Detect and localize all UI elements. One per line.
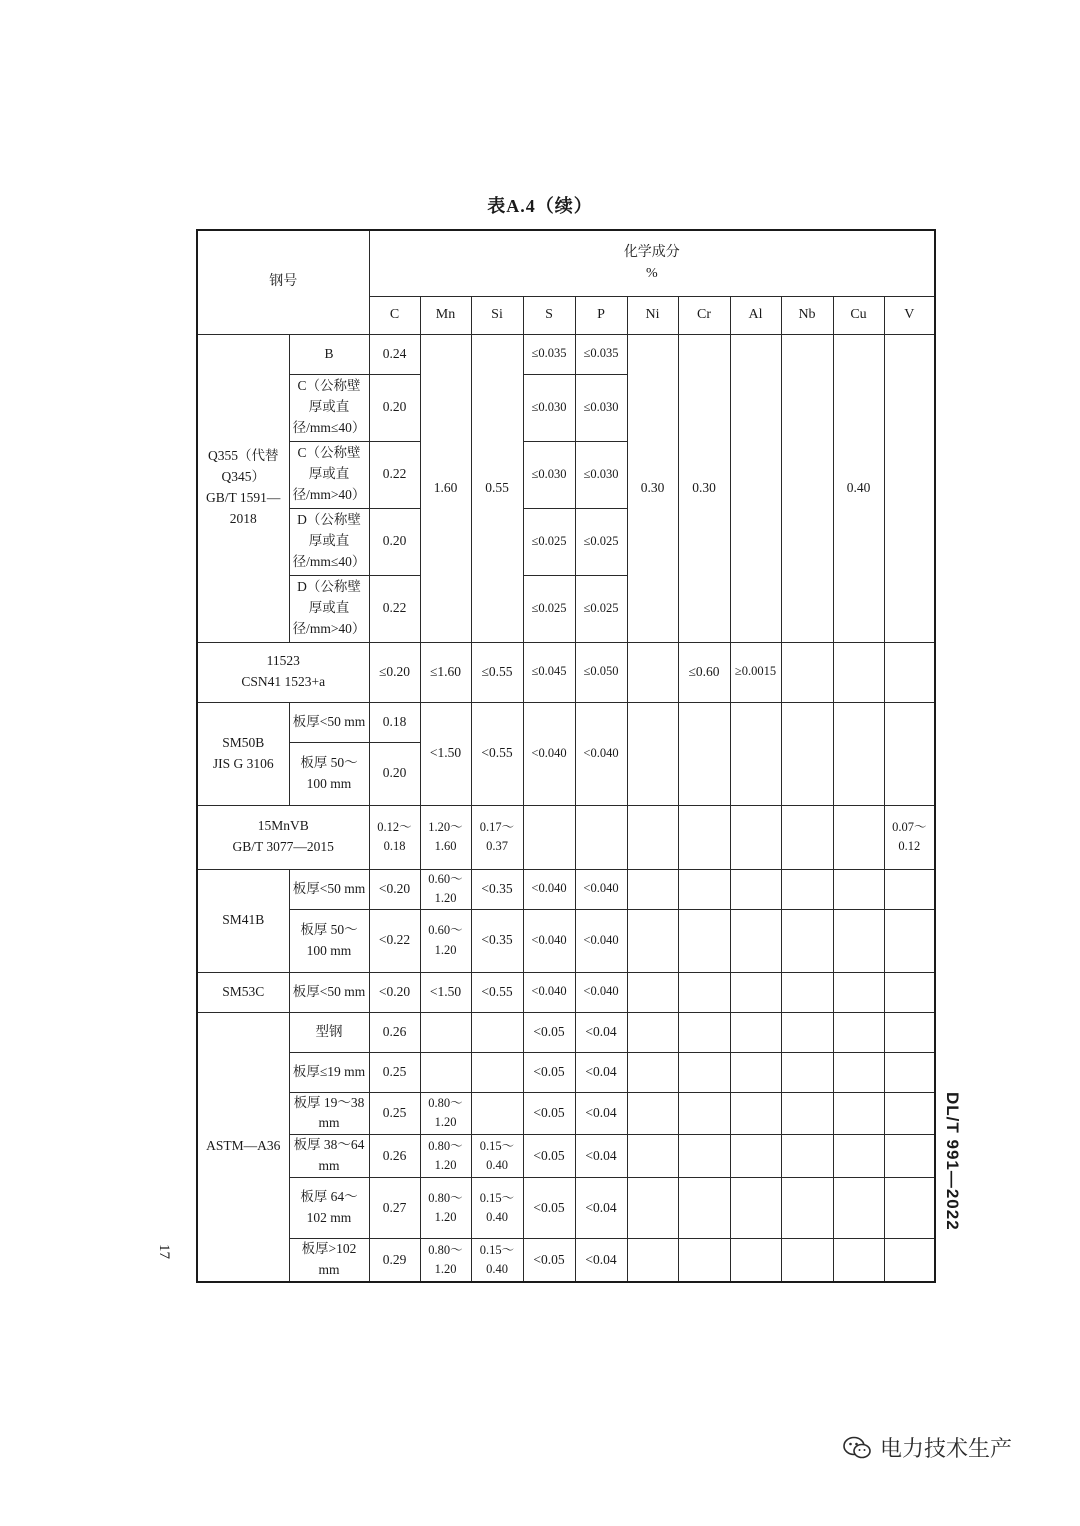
- table-row: [197, 1178, 935, 1239]
- value-cell: 0.15～0.40: [471, 1239, 523, 1282]
- steel-name: [197, 805, 369, 869]
- grade-cell: 板厚<50 mm: [289, 972, 369, 1012]
- value-cell: [781, 1092, 833, 1135]
- value-cell: 0.22: [369, 441, 420, 508]
- value-cell: 0.07～0.12: [884, 805, 935, 869]
- grade-cell: B: [289, 334, 369, 374]
- grade-cell: 板厚 19～38 mm: [289, 1092, 369, 1135]
- grade-cell: 板厚<50 mm: [289, 702, 369, 742]
- value-cell: [730, 909, 781, 972]
- value-cell: <0.040: [575, 869, 627, 909]
- value-cell: [833, 702, 884, 805]
- value-cell: <0.04: [575, 1092, 627, 1135]
- value-cell: 0.20: [369, 508, 420, 575]
- value-cell: [730, 1239, 781, 1282]
- value-cell: [678, 1135, 730, 1178]
- value-cell: <1.50: [420, 972, 471, 1012]
- steel-name: ASTM—A36: [197, 1012, 289, 1282]
- header-element: S: [523, 296, 575, 334]
- table-row: [197, 909, 935, 972]
- value-cell: 0.26: [369, 1135, 420, 1178]
- value-cell: [730, 805, 781, 869]
- value-cell: <0.040: [575, 702, 627, 805]
- value-cell: 0.80～1.20: [420, 1178, 471, 1239]
- value-cell: [678, 972, 730, 1012]
- value-cell: [781, 702, 833, 805]
- header-element: Mn: [420, 296, 471, 334]
- value-cell: 0.40: [833, 334, 884, 642]
- value-cell: [833, 909, 884, 972]
- value-cell: 0.20: [369, 374, 420, 441]
- value-cell: ≤0.035: [523, 334, 575, 374]
- value-cell: 0.30: [678, 334, 730, 642]
- value-cell: [575, 805, 627, 869]
- value-cell: ≤0.045: [523, 642, 575, 702]
- value-cell: [884, 1092, 935, 1135]
- steel-standard: GB/T 3077—2015: [232, 839, 334, 854]
- grade-cell: C（公称壁厚或直径/mm≤40）: [289, 374, 369, 441]
- value-cell: [730, 869, 781, 909]
- value-cell: ≤0.030: [523, 374, 575, 441]
- value-cell: <0.04: [575, 1239, 627, 1282]
- value-cell: [781, 909, 833, 972]
- value-cell: 1.20～1.60: [420, 805, 471, 869]
- value-cell: [420, 1052, 471, 1092]
- grade-cell: 型钢: [289, 1012, 369, 1052]
- value-cell: <0.04: [575, 1052, 627, 1092]
- value-cell: [884, 642, 935, 702]
- value-cell: ≤0.050: [575, 642, 627, 702]
- value-cell: 0.27: [369, 1178, 420, 1239]
- steel-name: [197, 702, 289, 805]
- value-cell: <0.35: [471, 909, 523, 972]
- chemical-composition-table: [196, 229, 936, 1283]
- value-cell: 0.60～1.20: [420, 909, 471, 972]
- value-cell: [627, 909, 678, 972]
- value-cell: 0.17～0.37: [471, 805, 523, 869]
- value-cell: <0.20: [369, 869, 420, 909]
- value-cell: [730, 1012, 781, 1052]
- value-cell: 0.24: [369, 334, 420, 374]
- value-cell: <0.22: [369, 909, 420, 972]
- value-cell: [730, 1135, 781, 1178]
- value-cell: [884, 869, 935, 909]
- value-cell: [884, 1012, 935, 1052]
- header-element: C: [369, 296, 420, 334]
- value-cell: [781, 1135, 833, 1178]
- value-cell: [884, 1178, 935, 1239]
- value-cell: <0.35: [471, 869, 523, 909]
- value-cell: [781, 1052, 833, 1092]
- value-cell: [627, 702, 678, 805]
- value-cell: [678, 1012, 730, 1052]
- table-title: 表A.4（续）: [487, 196, 593, 216]
- value-cell: 0.15～0.40: [471, 1135, 523, 1178]
- value-cell: [678, 1092, 730, 1135]
- table-row: [197, 702, 935, 742]
- value-cell: ≤0.030: [575, 374, 627, 441]
- value-cell: [833, 805, 884, 869]
- watermark: [842, 1432, 1012, 1463]
- value-cell: [627, 972, 678, 1012]
- value-cell: [678, 909, 730, 972]
- value-cell: [678, 1052, 730, 1092]
- value-cell: [730, 334, 781, 642]
- value-cell: [833, 1178, 884, 1239]
- table-row: [197, 1239, 935, 1282]
- value-cell: [833, 1092, 884, 1135]
- value-cell: [833, 642, 884, 702]
- value-cell: [781, 1012, 833, 1052]
- table-row: [197, 1052, 935, 1092]
- value-cell: <0.05: [523, 1052, 575, 1092]
- header-composition-label: 化学成分: [623, 244, 680, 260]
- value-cell: 0.25: [369, 1052, 420, 1092]
- value-cell: [627, 1239, 678, 1282]
- watermark-text: 电力技术生产: [880, 1437, 1013, 1462]
- steel-standard: CSN41 1523+a: [241, 674, 326, 689]
- value-cell: <0.05: [523, 1178, 575, 1239]
- header-element: Cr: [678, 296, 730, 334]
- steel-name-text: 11523: [266, 653, 300, 669]
- grade-cell: D（公称壁厚或直径/mm≤40）: [289, 508, 369, 575]
- value-cell: [884, 1135, 935, 1178]
- header-steel-grade: 钢号: [197, 230, 369, 334]
- value-cell: ≤0.030: [523, 441, 575, 508]
- value-cell: ≤0.025: [523, 575, 575, 642]
- standard-code: DL/T 991—2022: [943, 1092, 962, 1231]
- value-cell: [781, 1239, 833, 1282]
- value-cell: <0.04: [575, 1178, 627, 1239]
- value-cell: [884, 702, 935, 805]
- value-cell: <0.04: [575, 1135, 627, 1178]
- value-cell: [678, 805, 730, 869]
- steel-name-text: SM50B: [222, 734, 265, 750]
- steel-standard: GB/T 1591—2018: [206, 490, 281, 526]
- value-cell: [833, 1012, 884, 1052]
- grade-cell: 板厚>102 mm: [289, 1239, 369, 1282]
- value-cell: [781, 805, 833, 869]
- value-cell: [884, 334, 935, 642]
- value-cell: [833, 972, 884, 1012]
- value-cell: [781, 1178, 833, 1239]
- value-cell: <0.05: [523, 1092, 575, 1135]
- value-cell: [678, 869, 730, 909]
- value-cell: ≤0.025: [575, 575, 627, 642]
- value-cell: <0.040: [523, 869, 575, 909]
- value-cell: [627, 1092, 678, 1135]
- value-cell: [627, 1135, 678, 1178]
- value-cell: 0.80～1.20: [420, 1239, 471, 1282]
- value-cell: ≥0.0015: [730, 642, 781, 702]
- value-cell: 0.55: [471, 334, 523, 642]
- value-cell: [833, 869, 884, 909]
- value-cell: 0.15～0.40: [471, 1178, 523, 1239]
- table-row: [197, 334, 935, 374]
- value-cell: [678, 1239, 730, 1282]
- value-cell: 1.60: [420, 334, 471, 642]
- value-cell: [833, 1239, 884, 1282]
- value-cell: <0.040: [575, 972, 627, 1012]
- header-composition: [369, 230, 935, 296]
- value-cell: <0.05: [523, 1239, 575, 1282]
- value-cell: <0.040: [523, 972, 575, 1012]
- grade-cell: 板厚 38～64 mm: [289, 1135, 369, 1178]
- value-cell: ≤0.60: [678, 642, 730, 702]
- grade-cell: D（公称壁厚或直径/mm>40）: [289, 575, 369, 642]
- value-cell: [833, 1052, 884, 1092]
- value-cell: [678, 1178, 730, 1239]
- grade-cell: 板厚 50～100 mm: [289, 742, 369, 805]
- value-cell: ≤0.20: [369, 642, 420, 702]
- table-row: [197, 1012, 935, 1052]
- header-unit: %: [645, 266, 658, 282]
- value-cell: 0.80～1.20: [420, 1092, 471, 1135]
- value-cell: [730, 1052, 781, 1092]
- grade-cell: 板厚≤19 mm: [289, 1052, 369, 1092]
- wechat-icon: [842, 1435, 872, 1461]
- value-cell: ≤0.025: [523, 508, 575, 575]
- value-cell: 0.29: [369, 1239, 420, 1282]
- value-cell: 0.80～1.20: [420, 1135, 471, 1178]
- value-cell: [730, 972, 781, 1012]
- steel-standard: JIS G 3106: [212, 755, 274, 771]
- value-cell: <0.20: [369, 972, 420, 1012]
- value-cell: ≤0.030: [575, 441, 627, 508]
- header-element: Al: [730, 296, 781, 334]
- steel-name-text: 15MnVB: [257, 818, 309, 834]
- header-element: Ni: [627, 296, 678, 334]
- value-cell: [781, 972, 833, 1012]
- value-cell: [730, 1178, 781, 1239]
- value-cell: <0.040: [575, 909, 627, 972]
- value-cell: ≤0.55: [471, 642, 523, 702]
- steel-name: SM53C: [197, 972, 289, 1012]
- value-cell: [884, 909, 935, 972]
- header-element: Cu: [833, 296, 884, 334]
- header-element: Nb: [781, 296, 833, 334]
- value-cell: <0.040: [523, 702, 575, 805]
- value-cell: [730, 702, 781, 805]
- value-cell: 0.18: [369, 702, 420, 742]
- value-cell: [627, 1178, 678, 1239]
- value-cell: [627, 869, 678, 909]
- value-cell: [471, 1092, 523, 1135]
- value-cell: <0.040: [523, 909, 575, 972]
- value-cell: <0.55: [471, 702, 523, 805]
- value-cell: [627, 1012, 678, 1052]
- grade-cell: 板厚 50～100 mm: [289, 909, 369, 972]
- value-cell: [678, 702, 730, 805]
- table-row: [197, 805, 935, 869]
- header-element: P: [575, 296, 627, 334]
- table-row: [197, 1092, 935, 1135]
- value-cell: 0.22: [369, 575, 420, 642]
- value-cell: [730, 1092, 781, 1135]
- value-cell: ≤0.025: [575, 508, 627, 575]
- steel-name: [197, 642, 369, 702]
- value-cell: [420, 1012, 471, 1052]
- value-cell: [884, 1239, 935, 1282]
- value-cell: [523, 805, 575, 869]
- value-cell: 0.60～1.20: [420, 869, 471, 909]
- value-cell: [781, 334, 833, 642]
- value-cell: [627, 642, 678, 702]
- grade-cell: 板厚<50 mm: [289, 869, 369, 909]
- value-cell: [627, 1052, 678, 1092]
- value-cell: <0.04: [575, 1012, 627, 1052]
- value-cell: ≤1.60: [420, 642, 471, 702]
- steel-name-text: Q355（代替 Q345）: [208, 448, 279, 485]
- value-cell: 0.26: [369, 1012, 420, 1052]
- steel-name: SM41B: [197, 869, 289, 972]
- value-cell: [471, 1052, 523, 1092]
- value-cell: 0.25: [369, 1092, 420, 1135]
- table-row: [197, 1135, 935, 1178]
- value-cell: 0.12～0.18: [369, 805, 420, 869]
- value-cell: <0.05: [523, 1135, 575, 1178]
- value-cell: 0.20: [369, 742, 420, 805]
- value-cell: [781, 642, 833, 702]
- value-cell: <0.05: [523, 1012, 575, 1052]
- value-cell: [781, 869, 833, 909]
- value-cell: [833, 1135, 884, 1178]
- table-row: [197, 972, 935, 1012]
- value-cell: [471, 1012, 523, 1052]
- table-row: [197, 869, 935, 909]
- value-cell: <0.55: [471, 972, 523, 1012]
- page-number: 17: [156, 1244, 172, 1259]
- value-cell: [884, 972, 935, 1012]
- value-cell: ≤0.035: [575, 334, 627, 374]
- value-cell: <1.50: [420, 702, 471, 805]
- header-element: V: [884, 296, 935, 334]
- steel-name: [197, 334, 289, 642]
- grade-cell: C（公称壁厚或直径/mm>40）: [289, 441, 369, 508]
- header-element: Si: [471, 296, 523, 334]
- value-cell: 0.30: [627, 334, 678, 642]
- grade-cell: 板厚 64～102 mm: [289, 1178, 369, 1239]
- value-cell: [884, 1052, 935, 1092]
- table-row: [197, 642, 935, 702]
- value-cell: [627, 805, 678, 869]
